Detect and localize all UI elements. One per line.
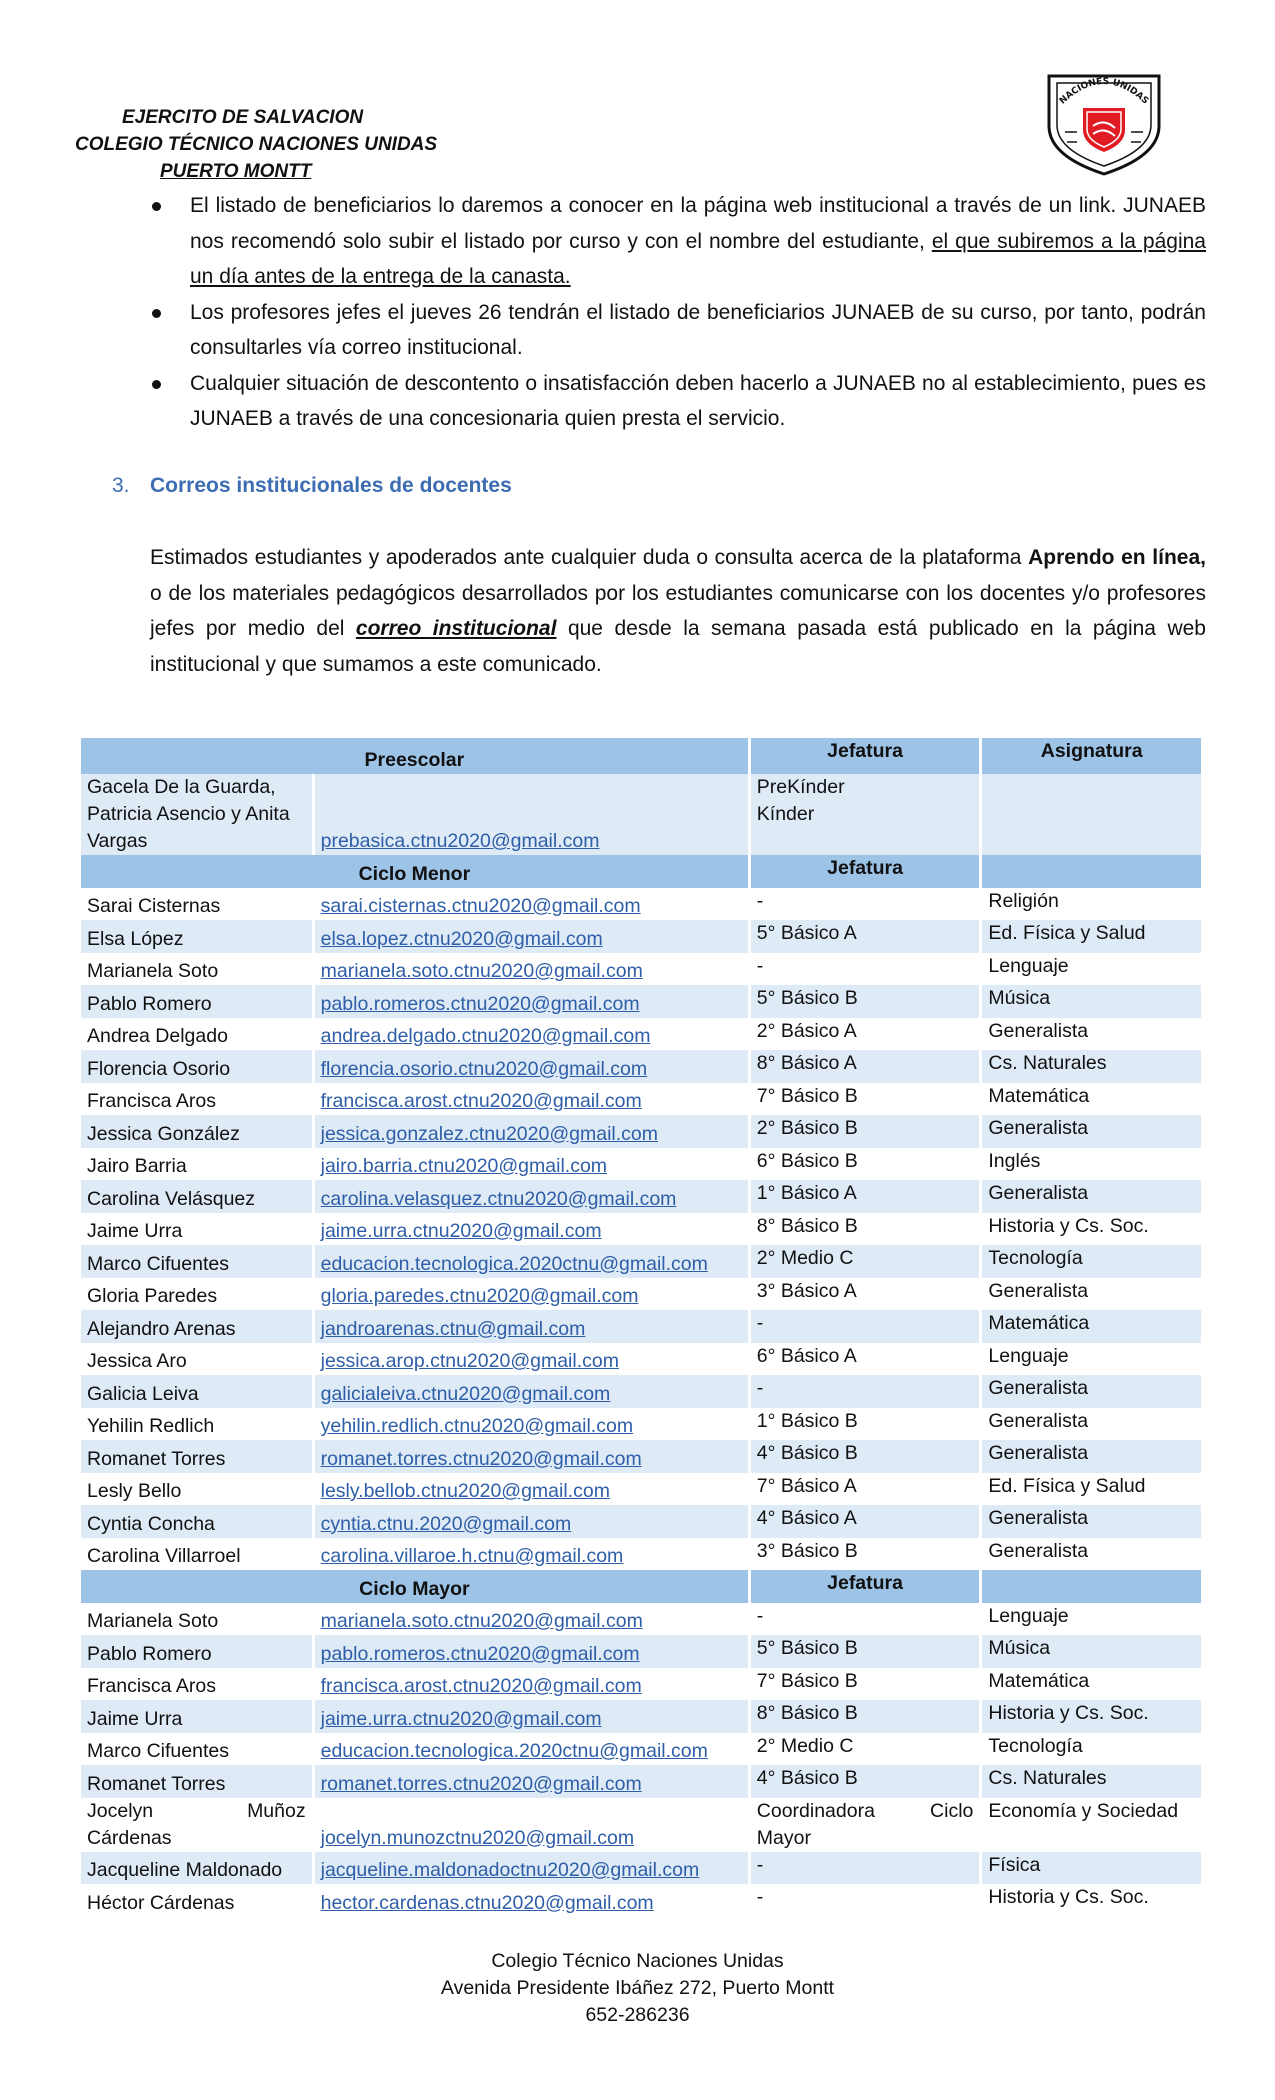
school-crest-logo [1041,56,1167,176]
table-row [81,1440,1201,1473]
table-row [81,1505,1201,1538]
email-cell [315,1852,748,1885]
email-cell [315,1668,748,1701]
footer-school-name: Colegio Técnico Naciones Unidas [491,1950,784,1972]
email-cell [315,1473,748,1506]
bullet-underlined-text: el que subiremos a la página un día antes de la entrega de la canasta. [190,229,1206,288]
asignatura-cell: Ed. Física y Salud [988,1474,1146,1497]
email-link[interactable]: jessica.gonzalez.ctnu2020@gmail.com [320,1122,658,1145]
email-cell [315,1603,748,1636]
asignatura-cell: Generalista [982,1115,1201,1148]
email-link[interactable]: hector.cardenas.ctnu2020@gmail.com [320,1891,654,1914]
table-row [81,1668,1201,1701]
teacher-name: Pablo Romero [81,1635,312,1668]
jefatura-cell: 3° Básico A [756,1279,857,1302]
teacher-name: Jessica González [81,1115,312,1148]
teacher-name: Jessica Aro [87,1350,187,1372]
cell-line: Coordinadora Ciclo [756,1799,974,1822]
jefatura-cell: 6° Básico A [756,1344,857,1367]
jefatura-cell: 2° Básico B [751,1115,980,1148]
section-header-asignatura [982,855,1201,888]
table-row [81,1603,1201,1636]
table-row [81,1733,1201,1766]
jefatura-cell: - [756,889,764,912]
jefatura-cell: - [756,954,764,977]
section-header-title: Ciclo Menor [81,855,748,888]
jefatura-cell: - [751,1852,980,1885]
teacher-name: Galicia Leiva [81,1375,312,1408]
table-row [81,888,1201,921]
email-cell [315,1050,748,1083]
table-row [81,1635,1201,1668]
section-header-title: Ciclo Mayor [81,1570,748,1603]
table-row [81,920,1201,953]
asignatura-cell: Ed. Física y Salud [982,920,1201,953]
email-cell [315,1245,748,1278]
teacher-name: Carolina Villarroel [87,1545,241,1567]
email-cell [315,1083,748,1116]
section-heading [112,474,512,498]
paragraph-text: Estimados estudiantes y apoderados ante cualquier duda o consulta acerca de la plataforma [150,546,1029,569]
bullet-item [190,366,1206,437]
footer-address: Avenida Presidente Ibáñez 272, Puerto Montt [440,1977,835,1999]
paragraph-text: que desde la semana pasada está publicado en la página web institucional y que sumamos a este comunicado. [150,617,1206,676]
jefatura-cell [751,774,980,855]
email-cell [315,1538,748,1571]
asignatura-cell: Generalista [988,1539,1089,1562]
bullet-list [190,188,1206,437]
asignatura-cell: Generalista [982,1440,1201,1473]
section-header-asignatura: Asignatura [982,738,1201,774]
jefatura-cell: 2° Medio C [756,1734,854,1757]
jefatura-cell: 7° Básico B [756,1084,858,1107]
asignatura-cell: Generalista [982,1375,1201,1408]
teacher-name: Héctor Cárdenas [87,1891,235,1914]
table-row [81,774,1201,855]
table-row [81,1180,1201,1213]
email-cell [315,1505,748,1538]
email-cell [315,1733,748,1766]
email-link[interactable]: carolina.villaroe.h.ctnu@gmail.com [320,1545,624,1567]
cell-line: Gacela De la Guarda, [87,776,276,798]
cell-line: Kínder [756,803,815,825]
teacher-name: Francisca Aros [87,1675,216,1697]
bullet-item [190,188,1206,295]
section-header-title: Preescolar [81,738,748,774]
email-link[interactable]: jessica.arop.ctnu2020@gmail.com [320,1350,619,1372]
asignatura-cell: Generalista [982,1180,1201,1213]
email-cell [315,1884,748,1917]
header-line-2: COLEGIO TÉCNICO NACIONES UNIDAS [75,134,438,155]
teacher-name: Elsa López [81,920,312,953]
paragraph-text: o de los materiales pedagógicos desarrollados por los estudiantes comunicarse con los docentes y/o profesores jefes por medio del [150,581,1206,640]
teacher-name [81,774,312,855]
teacher-name: Gloria Paredes [87,1285,218,1307]
table-row [81,1050,1201,1083]
table-row [81,1852,1201,1885]
email-link[interactable]: pablo.romeros.ctnu2020@gmail.com [320,992,640,1015]
asignatura-cell [982,774,1201,855]
asignatura-cell: Música [982,1635,1201,1668]
jefatura-cell: 6° Básico B [756,1149,858,1172]
email-link[interactable]: romanet.torres.ctnu2020@gmail.com [320,1772,642,1795]
bullet-dot [152,202,161,211]
asignatura-cell: Música [982,985,1201,1018]
teacher-name: Cyntia Concha [81,1505,312,1538]
teacher-name: Jacqueline Maldonado [81,1852,312,1885]
table-row [81,1765,1201,1798]
asignatura-cell: Generalista [988,1019,1089,1042]
jefatura-cell: 4° Básico A [751,1505,980,1538]
table-row [81,1148,1201,1181]
jefatura-cell [751,1798,980,1852]
email-link[interactable]: marianela.soto.ctnu2020@gmail.com [320,960,643,982]
email-cell [315,953,748,986]
jefatura-cell: 1° Básico A [751,1180,980,1213]
teacher-name: Jairo Barria [87,1155,187,1177]
email-cell [315,1765,748,1798]
teacher-name: Romanet Torres [81,1765,312,1798]
teacher-email-table [78,738,1204,1917]
email-cell [315,1343,748,1376]
section-header-jefatura: Jefatura [751,1570,980,1603]
asignatura-cell: Matemática [982,1310,1201,1343]
teacher-name: Sarai Cisternas [87,895,221,917]
asignatura-cell: Matemática [988,1084,1090,1107]
asignatura-cell: Religión [988,889,1059,912]
email-cell [315,1148,748,1181]
email-cell [315,774,748,855]
email-link[interactable]: francisca.arost.ctnu2020@gmail.com [320,1675,642,1697]
jefatura-cell: 1° Básico B [756,1409,858,1432]
jefatura-cell: 4° Básico B [751,1765,980,1798]
teacher-name: Marianela Soto [87,1610,219,1632]
table-row [81,1473,1201,1506]
paragraph-emphasis-text: correo institucional [355,617,557,640]
email-cell [315,1798,748,1852]
bullet-dot [152,309,161,318]
email-link[interactable]: sarai.cisternas.ctnu2020@gmail.com [320,895,641,917]
asignatura-cell: Generalista [982,1505,1201,1538]
email-link[interactable]: galicialeiva.ctnu2020@gmail.com [320,1382,611,1405]
table-row [81,1083,1201,1116]
teacher-name: Marco Cifuentes [81,1245,312,1278]
table-row [81,1213,1201,1246]
section-header-asignatura [982,1570,1201,1603]
jefatura-cell: - [751,1375,980,1408]
section-number: 3. [112,474,130,497]
asignatura-cell: Generalista [988,1279,1089,1302]
email-cell [315,1310,748,1343]
asignatura-cell: Historia y Cs. Soc. [988,1886,1149,1908]
teacher-name: Florencia Osorio [81,1050,312,1083]
footer-phone: 652-286236 [585,2004,690,2026]
paragraph-bold-text: Aprendo en línea, [1028,546,1206,569]
teacher-name: Alejandro Arenas [81,1310,312,1343]
email-cell [315,1635,748,1668]
jefatura-cell: 2° Medio C [751,1245,980,1278]
email-cell [315,1115,748,1148]
table-row [81,1798,1201,1852]
email-link[interactable]: prebasica.ctnu2020@gmail.com [320,830,600,852]
cell-line: Cárdenas [87,1826,172,1849]
table-row [81,1278,1201,1311]
email-link[interactable]: jacqueline.maldonadoctnu2020@gmail.com [320,1859,700,1881]
email-cell [315,1700,748,1733]
email-link[interactable]: jocelyn.munozctnu2020@gmail.com [320,1826,635,1849]
email-link[interactable]: yehilin.redlich.ctnu2020@gmail.com [320,1415,634,1437]
email-link[interactable]: gloria.paredes.ctnu2020@gmail.com [320,1285,639,1307]
bullet-text: Los profesores jefes el jueves 26 tendrán el listado de beneficiarios JUNAEB de su curso, por tanto, podrán consultarles vía correo institucional. [190,300,1206,359]
email-link[interactable]: lesly.bellob.ctnu2020@gmail.com [320,1480,610,1502]
teacher-name: Yehilin Redlich [87,1415,215,1437]
bullet-item [190,295,1206,366]
jefatura-cell: 5° Básico B [751,1635,980,1668]
table-row [81,1115,1201,1148]
email-cell [315,1018,748,1051]
email-link[interactable]: elsa.lopez.ctnu2020@gmail.com [320,927,603,950]
jefatura-cell: 2° Básico A [756,1019,857,1042]
email-cell [315,920,748,953]
teacher-name: Pablo Romero [81,985,312,1018]
table-row [81,1343,1201,1376]
teacher-name: Carolina Velásquez [81,1180,312,1213]
email-link[interactable]: cyntia.ctnu.2020@gmail.com [320,1512,572,1535]
table-row [81,985,1201,1018]
jefatura-cell: 4° Básico B [751,1440,980,1473]
jefatura-cell: 7° Básico A [756,1474,857,1497]
teacher-name: Francisca Aros [87,1090,216,1112]
table-row [81,1700,1201,1733]
jefatura-cell: 5° Básico B [751,985,980,1018]
section-paragraph [150,540,1206,682]
email-link[interactable]: carolina.velasquez.ctnu2020@gmail.com [320,1187,677,1210]
email-link[interactable]: pablo.romeros.ctnu2020@gmail.com [320,1642,640,1665]
jefatura-cell: - [751,1310,980,1343]
asignatura-cell: Lenguaje [988,1604,1069,1627]
table-row [81,1310,1201,1343]
asignatura-cell: Matemática [988,1669,1090,1692]
cell-line: Mayor [756,1826,811,1849]
page-footer [0,1948,1275,2029]
email-link[interactable]: florencia.osorio.ctnu2020@gmail.com [320,1057,648,1080]
jefatura-cell: 8° Básico B [751,1700,980,1733]
section-title: Correos institucionales de docentes [150,474,512,497]
email-cell [315,1375,748,1408]
email-link[interactable]: jaime.urra.ctnu2020@gmail.com [320,1707,602,1730]
section-header-jefatura: Jefatura [751,855,980,888]
asignatura-cell: Tecnología [988,1734,1083,1757]
asignatura-cell: Historia y Cs. Soc. [982,1700,1201,1733]
cell-line: Vargas [87,830,148,852]
table-row [81,1245,1201,1278]
teacher-name: Jaime Urra [87,1220,183,1242]
asignatura-cell: Cs. Naturales [982,1765,1201,1798]
header-line-1: EJERCITO DE SALVACION [122,107,364,128]
table-row [81,953,1201,986]
email-link[interactable]: jaime.urra.ctnu2020@gmail.com [320,1220,602,1242]
table-section-header [81,1570,1201,1603]
email-link[interactable]: andrea.delgado.ctnu2020@gmail.com [320,1025,651,1047]
asignatura-cell: Tecnología [982,1245,1201,1278]
cell-line: PreKínder [756,776,845,798]
bullet-dot [152,380,161,389]
jefatura-cell: 5° Básico A [751,920,980,953]
asignatura-cell: Física [982,1852,1201,1885]
asignatura-cell: Historia y Cs. Soc. [988,1214,1149,1237]
email-cell [315,1408,748,1441]
email-link[interactable]: jandroarenas.ctnu@gmail.com [320,1317,586,1340]
table-row [81,1408,1201,1441]
email-cell [315,1440,748,1473]
bullet-text: El listado de beneficiarios lo daremos a conocer en la página web institucional a través de un link. JUNAEB nos recomendó solo subir el listado por curso y con el nombre del estudiante, [190,194,1206,253]
bullet-text: Cualquier situación de descontento o insatisfacción deben hacerlo a JUNAEB no al establecimiento, pues es JUNAEB a través de una concesionaria quien presta el servicio. [190,371,1206,430]
jefatura-cell: - [756,1604,764,1627]
section-header-jefatura: Jefatura [751,738,980,774]
asignatura-cell: Inglés [988,1149,1041,1172]
asignatura-cell: Lenguaje [988,1344,1069,1367]
teacher-name: Romanet Torres [81,1440,312,1473]
header-line-3: PUERTO MONTT [160,161,312,182]
email-link[interactable]: educacion.tecnologica.2020ctnu@gmail.com [320,1740,708,1762]
email-link[interactable]: educacion.tecnologica.2020ctnu@gmail.com [320,1252,708,1275]
cell-line: Patricia Asencio y Anita [87,803,290,825]
teacher-name: Lesly Bello [87,1480,182,1502]
email-cell [315,888,748,921]
jefatura-cell: - [756,1886,764,1908]
email-link[interactable]: francisca.arost.ctnu2020@gmail.com [320,1090,642,1112]
email-cell [315,1180,748,1213]
jefatura-cell: 8° Básico A [751,1050,980,1083]
teacher-name: Marianela Soto [87,960,219,982]
asignatura-cell: Cs. Naturales [982,1050,1201,1083]
asignatura-cell: Generalista [988,1409,1089,1432]
teacher-name [81,1798,312,1852]
email-link[interactable]: jairo.barria.ctnu2020@gmail.com [320,1155,608,1177]
table-row [81,1538,1201,1571]
email-cell [315,985,748,1018]
table-section-header [81,738,1201,774]
teacher-name: Andrea Delgado [87,1025,228,1047]
table-row [81,1884,1201,1917]
email-link[interactable]: marianela.soto.ctnu2020@gmail.com [320,1610,643,1632]
teacher-name: Marco Cifuentes [87,1740,229,1762]
teacher-name: Jaime Urra [81,1700,312,1733]
asignatura-cell: Economía y Sociedad [988,1799,1179,1822]
jefatura-cell: 3° Básico B [756,1539,858,1562]
table-section-header [81,855,1201,888]
email-cell [315,1213,748,1246]
email-link[interactable]: romanet.torres.ctnu2020@gmail.com [320,1447,642,1470]
jefatura-cell: 7° Básico B [756,1669,858,1692]
cell-line: Jocelyn Muñoz [87,1799,306,1822]
table-row [81,1018,1201,1051]
email-cell [315,1278,748,1311]
asignatura-cell: Lenguaje [988,954,1069,977]
svg-text:NACIONES UNIDAS: NACIONES UNIDAS [1057,76,1151,107]
jefatura-cell: 8° Básico B [756,1214,858,1237]
table-row [81,1375,1201,1408]
